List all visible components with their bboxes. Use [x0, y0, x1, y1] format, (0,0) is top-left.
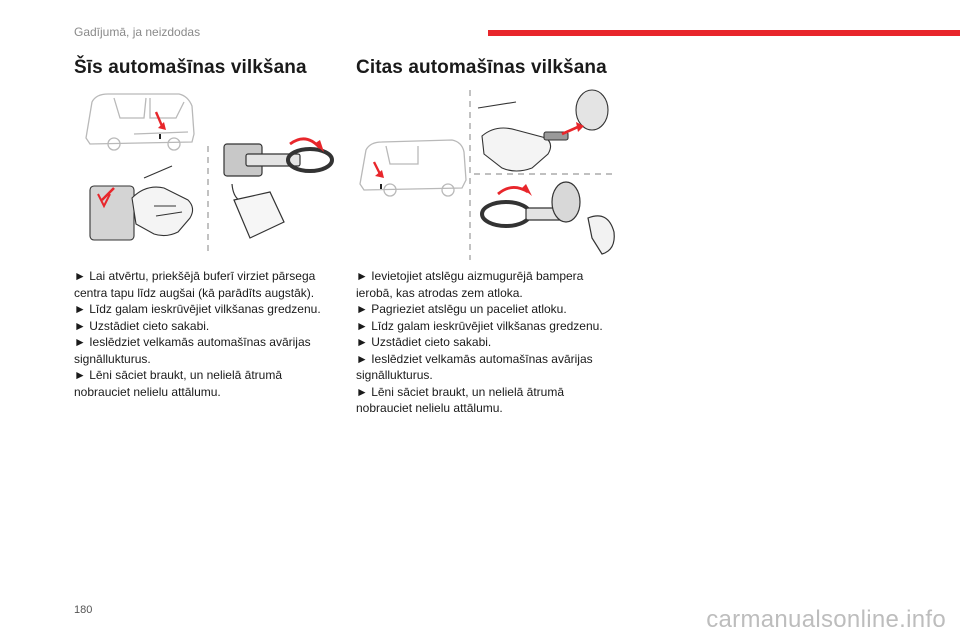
step-text: ► Līdz galam ieskrūvējiet vilkšanas gredzenu.	[74, 302, 321, 316]
step-text: ► Līdz galam ieskrūvējiet vilkšanas gredzenu.	[356, 318, 603, 333]
van-front-icon	[86, 94, 194, 150]
step-text: ► Pagrieziet atslēgu un paceliet atloku.	[356, 302, 567, 316]
right-steps-list	[356, 268, 603, 417]
step-text: ► Lēni sāciet braukt, un nelielā ātrumā	[74, 368, 282, 382]
step-text: signāllukturus.	[356, 368, 433, 382]
step-text: ierobā, kas atrodas zem atloka.	[356, 285, 523, 300]
step-text: nobrauciet nelielu attālumu.	[356, 401, 503, 415]
rear-towing-illustration	[356, 88, 620, 260]
step-text: centra tapu līdz augšai (kā parādīts augstāk).	[74, 285, 315, 300]
step-text: ► Lai atvērtu, priekšējā buferī virziet pārsega	[74, 269, 316, 283]
header-accent-bar	[488, 30, 960, 36]
tow-ring-icon	[224, 144, 332, 238]
step-text: nobrauciet nelielu attālumu.	[74, 384, 221, 399]
step-text: ► Ieslēdziet velkamās automašīnas avārijas	[74, 335, 311, 349]
section-header: Gadījumā, ja neizdodas	[74, 25, 201, 39]
step-text: ► Ievietojiet atslēgu aizmugurējā bampera	[356, 269, 584, 283]
step-text: signāllukturus.	[74, 351, 151, 366]
page-number: 180	[74, 604, 93, 616]
step-text: ► Lēni sāciet braukt, un nelielā ātrumā	[356, 384, 564, 399]
step-text: ► Ieslēdziet velkamās automašīnas avārijas	[356, 351, 593, 366]
hand-key-icon	[478, 90, 608, 171]
right-section-title: Citas automašīnas vilkšana	[356, 57, 607, 78]
front-towing-illustration	[84, 88, 334, 258]
left-section-title: Šīs automašīnas vilkšana	[74, 57, 307, 78]
step-text: ► Uzstādiet cieto sakabi.	[74, 318, 210, 333]
step-text: ► Uzstādiet cieto sakabi.	[356, 335, 492, 349]
left-steps-list	[74, 268, 321, 400]
watermark: carmanualsonline.info	[706, 606, 946, 633]
